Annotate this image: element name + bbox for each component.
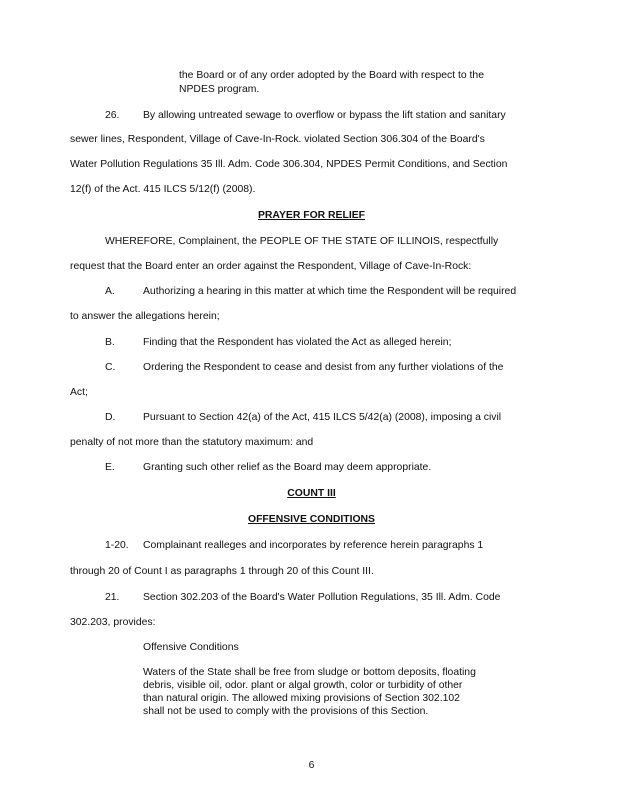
item-a-line-2: to answer the allegations herein;: [70, 311, 220, 322]
item-b-line-1: Finding that the Respondent has violated the Act as alleged herein;: [143, 337, 452, 348]
item-d-letter: D.: [105, 412, 116, 423]
item-d-line-2: penalty of not more than the statutory maximum: and: [70, 437, 314, 448]
quote-top-line-1: the Board or of any order adopted by the Board with respect to the: [179, 70, 484, 81]
para-26-line-4: 12(f) of the Act. 415 ILCS 5/12(f) (2008).: [70, 184, 256, 195]
para-21-line-1: Section 302.203 of the Board's Water Pollution Regulations, 35 Ill. Adm. Code: [143, 592, 501, 603]
item-b-letter: B.: [105, 337, 115, 348]
item-d-line-1: Pursuant to Section 42(a) of the Act, 415 ILCS 5/42(a) (2008), imposing a civil: [143, 412, 502, 423]
quote-bottom-title: Offensive Conditions: [143, 642, 239, 653]
prayer-intro-line-2: request that the Board enter an order against the Respondent, Village of Cave-In-Rock:: [70, 261, 472, 272]
quote-top-line-2: NPDES program.: [179, 84, 260, 95]
para-26-line-3: Water Pollution Regulations 35 Ill. Adm. Code 306.304, NPDES Permit Conditions, and Section: [70, 159, 508, 170]
item-e-line-1: Granting such other relief as the Board may deem appropriate.: [143, 462, 432, 473]
quote-bottom-line-2: debris, visible oil, odor. plant or algal growth, color or turbidity of other: [143, 680, 463, 691]
quote-bottom-line-1: Waters of the State shall be free from sludge or bottom deposits, floating: [143, 667, 476, 678]
prayer-intro-line-1: WHEREFORE, Complainent, the PEOPLE OF THE STATE OF ILLINOIS, respectfully: [105, 236, 499, 247]
item-c-letter: C.: [105, 362, 116, 373]
para-1-20-number: 1-20.: [105, 540, 129, 551]
para-1-20-line-2: through 20 of Count I as paragraphs 1 through 20 of this Count III.: [70, 566, 374, 577]
quote-bottom-line-4: shall not be used to comply with the provisions of this Section.: [143, 706, 429, 717]
item-c-line-1: Ordering the Respondent to cease and desist from any further violations of the: [143, 362, 504, 373]
para-26-number: 26.: [105, 110, 120, 121]
prayer-heading: PRAYER FOR RELIEF: [257, 210, 365, 221]
count-subheading: OFFENSIVE CONDITIONS: [247, 514, 375, 525]
para-21-number: 21.: [105, 592, 120, 603]
item-a-line-1: Authorizing a hearing in this matter at which time the Respondent will be required: [143, 286, 517, 297]
item-c-line-2: Act;: [70, 387, 88, 398]
para-1-20-line-1: Complainant realleges and incorporates by reference herein paragraphs 1: [143, 540, 484, 551]
item-e-letter: E.: [105, 462, 115, 473]
quote-bottom-line-3: than natural origin. The allowed mixing provisions of Section 302.102: [143, 693, 460, 704]
item-a-letter: A.: [105, 286, 115, 297]
para-26-line-2: sewer lines, Respondent, Village of Cave-In-Rock. violated Section 306.304 of the Board's: [70, 134, 485, 145]
count-heading: COUNT III: [287, 488, 336, 499]
page-number: 6: [308, 760, 315, 771]
para-26-line-1: By allowing untreated sewage to overflow or bypass the lift station and sanitary: [143, 110, 506, 121]
para-21-line-2: 302.203, provides:: [70, 617, 156, 628]
